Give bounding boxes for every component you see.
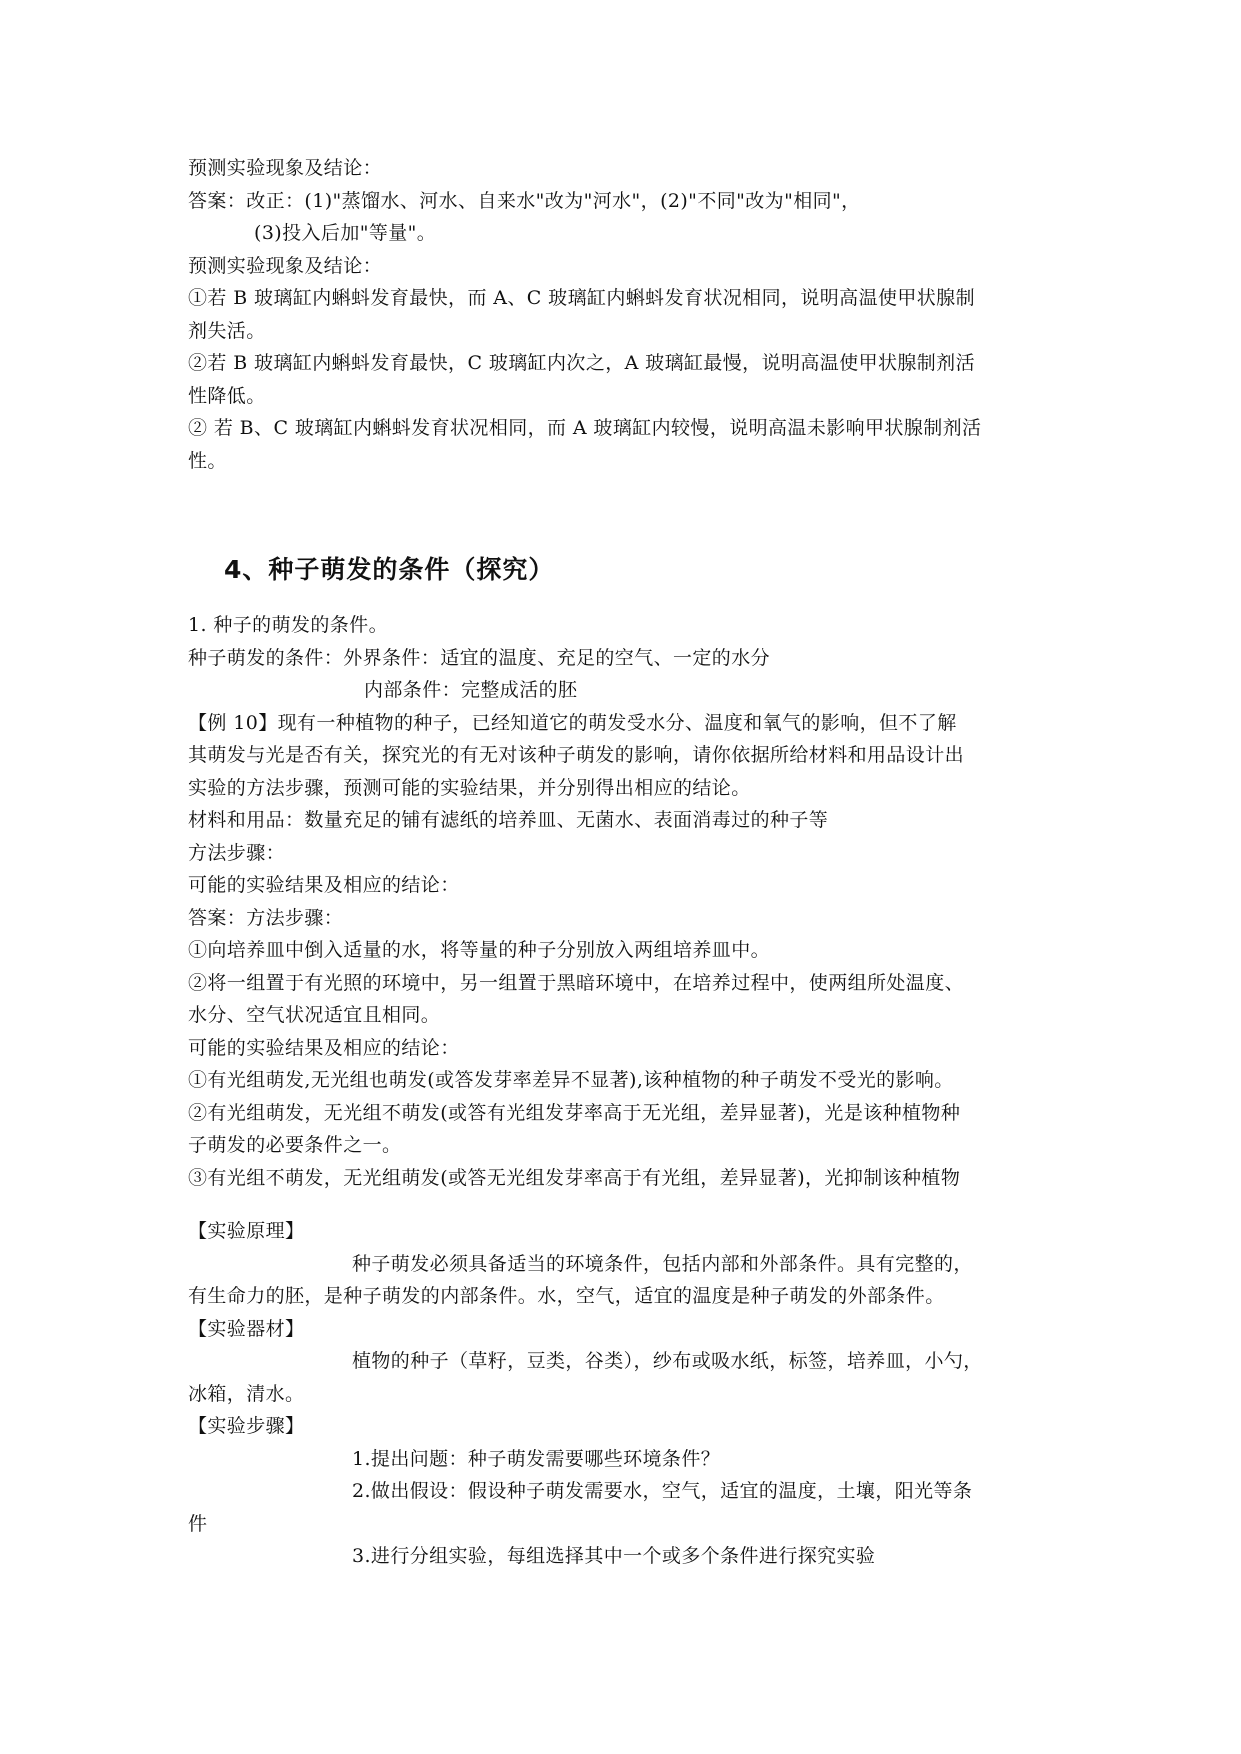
prediction-1-cont: 剂失活。 (188, 319, 266, 342)
prediction-2: ②若 B 玻璃缸内蝌蚪发育最快，C 玻璃缸内次之，A 玻璃缸最慢，说明高温使甲状腺制剂活 (188, 352, 975, 374)
equipment-label: 【实验器材】 (188, 1317, 305, 1340)
materials: 材料和用品：数量充足的铺有滤纸的培养皿、无菌水、表面消毒过的种子等 (188, 809, 829, 831)
external-conditions: 种子萌发的条件：外界条件：适宜的温度、充足的空气、一定的水分 (188, 646, 771, 669)
example-10: 【例 10】现有一种植物的种子，已经知道它的萌发受水分、温度和氧气的影响，但不了解 (188, 711, 957, 734)
method-step-2-cont: 水分、空气状况适宜且相同。 (188, 1004, 441, 1026)
prediction-title-2: 预测实验现象及结论： (188, 254, 383, 277)
internal-conditions: 内部条件：完整成活的胚 (364, 679, 578, 701)
answer-method-title: 答案：方法步骤： (188, 906, 344, 929)
step-3: 3.进行分组实验，每组选择其中一个或多个条件进行探究实验 (352, 1545, 876, 1567)
tadpole-answer-block (188, 152, 1058, 477)
example-10-cont-1: 其萌发与光是否有关，探究光的有无对该种子萌发的影响，请你依据所给材料和用品设计出 (188, 744, 965, 766)
method-title: 方法步骤： (188, 841, 286, 864)
principle-label: 【实验原理】 (188, 1220, 305, 1242)
principle-text-cont: 有生命力的胚，是种子萌发的内部条件。水，空气，适宜的温度是种子萌发的外部条件。 (188, 1285, 945, 1307)
prediction-3: ② 若 B、C 玻璃缸内蝌蚪发育状况相同，而 A 玻璃缸内较慢，说明高温未影响甲状腺制剂活 (188, 417, 982, 439)
results-title-2: 可能的实验结果及相应的结论： (188, 1036, 460, 1059)
step-2-cont: 件 (188, 1512, 208, 1535)
conditions-title: 1. 种子的萌发的条件。 (188, 614, 388, 636)
result-2: ②有光组萌发，无光组不萌发(或答有光组发芽率高于无光组，差异显著)，光是该种植物种 (188, 1101, 961, 1124)
prediction-2-cont: 性降低。 (188, 384, 266, 407)
method-step-1: ①向培养皿中倒入适量的水，将等量的种子分别放入两组培养皿中。 (188, 939, 771, 961)
result-1: ①有光组萌发,无光组也萌发(或答发芽率差异不显著),该种植物的种子萌发不受光的影响。 (188, 1069, 954, 1091)
result-2-cont: 子萌发的必要条件之一。 (188, 1134, 402, 1156)
equipment-text: 植物的种子（草籽，豆类，谷类），纱布或吸水纸，标签，培养皿，小勺， (352, 1350, 983, 1372)
step-2: 2.做出假设：假设种子萌发需要水，空气，适宜的温度，土壤，阳光等条 (352, 1480, 973, 1502)
steps-label: 【实验步骤】 (188, 1415, 305, 1437)
seed-germination-block (188, 609, 1058, 1194)
prediction-title-1: 预测实验现象及结论： (188, 157, 383, 179)
principle-text: 种子萌发必须具备适当的环境条件，包括内部和外部条件。具有完整的， (352, 1252, 973, 1275)
example-10-cont-2: 实验的方法步骤，预测可能的实验结果，并分别得出相应的结论。 (188, 776, 751, 799)
method-step-2: ②将一组置于有光照的环境中，另一组置于黑暗环境中，在培养过程中，使两组所处温度、 (188, 971, 965, 994)
section-heading: 4、种子萌发的条件（探究） (224, 555, 555, 584)
equipment-text-cont: 冰箱，清水。 (188, 1382, 305, 1405)
step-1: 1.提出问题：种子萌发需要哪些环境条件？ (352, 1447, 721, 1470)
prediction-3-cont: 性。 (188, 449, 227, 472)
results-title: 可能的实验结果及相应的结论： (188, 874, 460, 896)
answer-corrections: 答案：改正：(1)"蒸馏水、河水、自来水"改为"河水"，(2)"不同"改为"相同"， (188, 189, 861, 212)
experiment-block (188, 1215, 1058, 1573)
result-3: ③有光组不萌发，无光组萌发(或答无光组发芽率高于有光组，差异显著)，光抑制该种植物 (188, 1166, 961, 1189)
answer-corrections-cont: (3)投入后加"等量"。 (254, 222, 437, 244)
prediction-1: ①若 B 玻璃缸内蝌蚪发育最快，而 A、C 玻璃缸内蝌蚪发育状况相同，说明高温使甲状腺制 (188, 287, 975, 309)
